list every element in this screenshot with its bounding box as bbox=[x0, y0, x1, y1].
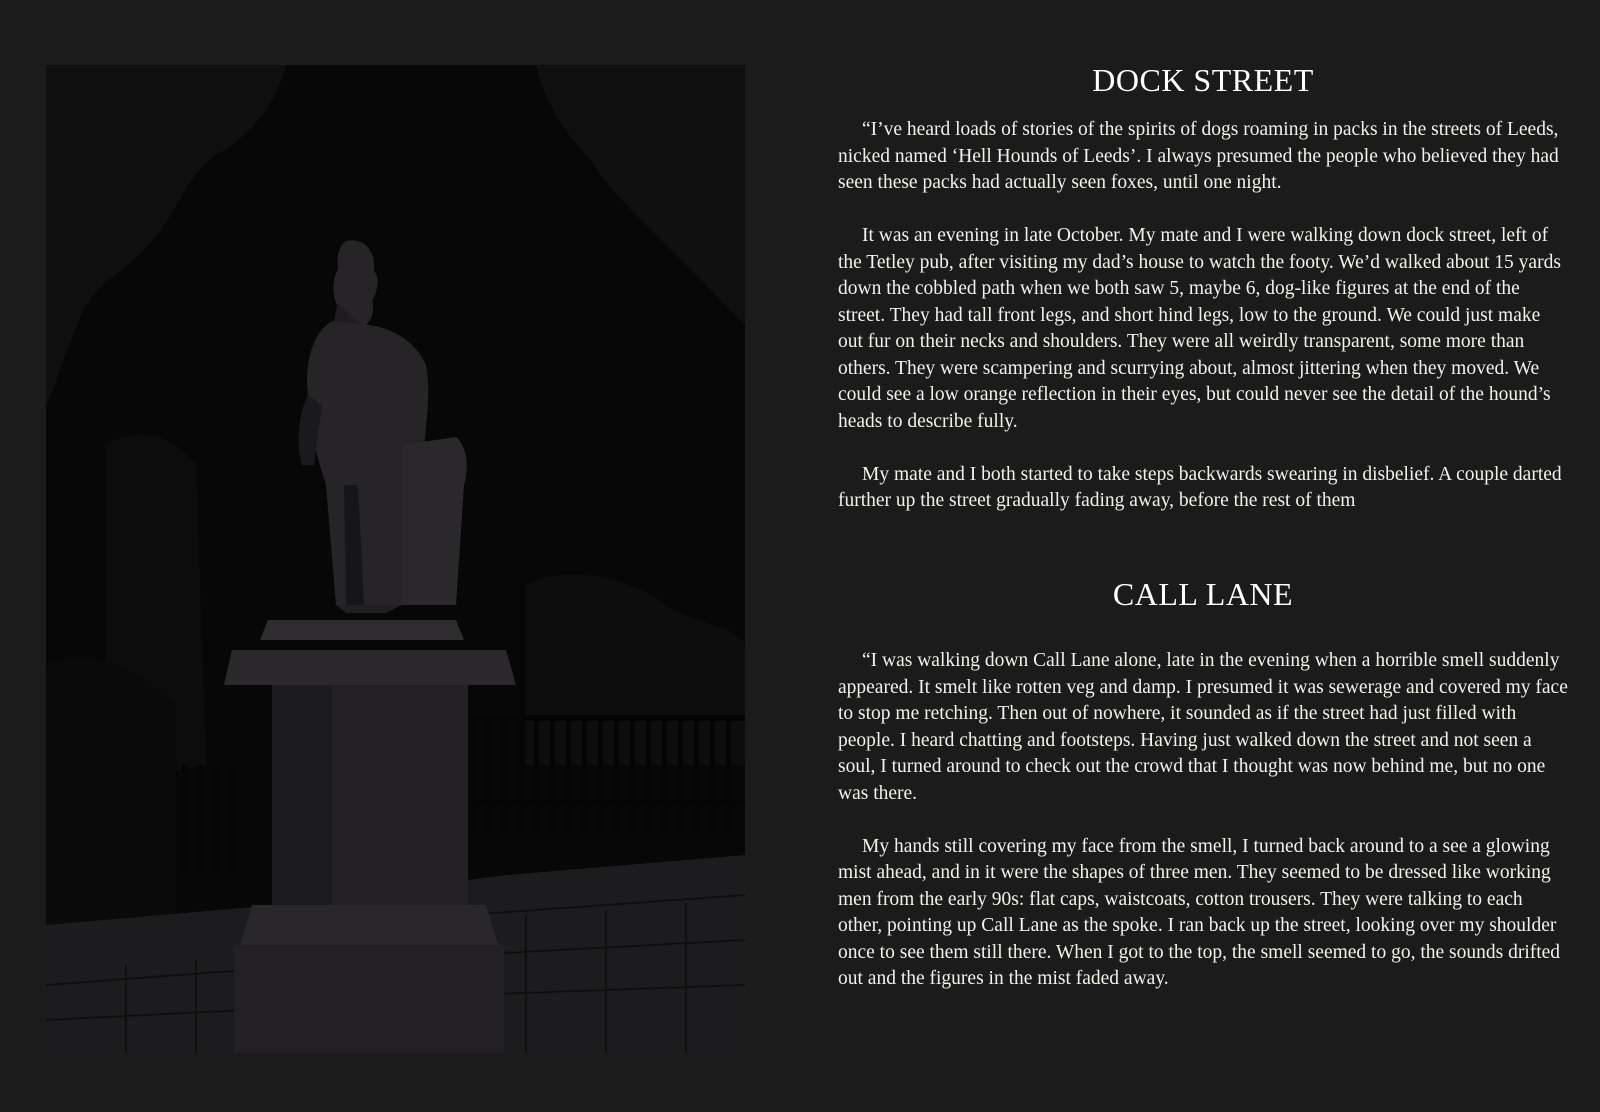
story-paragraph: “I’ve heard loads of stories of the spirits of dogs roaming in packs in the streets of Leeds, nicked named ‘Hell Hounds of Leeds’. I always presumed the people who believed they had seen these packs had actually seen foxes, until one night. bbox=[838, 119, 1559, 193]
story-paragraph: My mate and I both started to take steps backwards swearing in disbelief. A couple darted further up the street gradually fading away, before the rest of them bbox=[838, 463, 1562, 511]
statue-illustration bbox=[46, 65, 745, 1053]
story-paragraph: It was an evening in late October. My mate and I were walking down dock street, left of the Tetley pub, after visiting my dad’s house to watch the footy. We’d walked about 15 yards down the cobbled path when we both saw 5, maybe 6, dog-like figures at the end of the street. They had tall front legs, and short hind legs, low to the ground. We could just make out fur on their necks and shoulders. They were all weirdly transparent, some more than others. They were scampering and scurrying about, almost jittering when they moved. We could see a low orange reflection in their eyes, but could never see the detail of the hound’s heads to describe fully. bbox=[838, 225, 1561, 432]
story-title-dock-street: DOCK STREET bbox=[1092, 62, 1314, 98]
story-paragraph: My hands still covering my face from the smell, I turned back around to a see a glowing mist ahead, and in it were the shapes of three men. They seemed to be dressed like working men from the early 90s: flat caps, waistcoats, cotton trousers. They were talking to each other, pointing up Call Lane as the spoke. I ran back up the street, looking over my shoulder once to see them still there. When I got to the top, the smell seemed to go, the sounds drifted out and the figures in the mist faded away. bbox=[838, 835, 1561, 989]
story-body-dock-street bbox=[838, 117, 1568, 548]
statue-night-scene bbox=[46, 65, 745, 1053]
story-title-call-lane: CALL LANE bbox=[1112, 576, 1294, 612]
story-body-call-lane bbox=[838, 648, 1568, 1019]
story-paragraph: “I was walking down Call Lane alone, late in the evening when a horrible smell suddenly appeared. It smelt like rotten veg and damp. I presumed it was sewerage and covered my face to stop me retching. Then out of nowhere, it sounded as if the street had just filled with people. I heard chatting and footsteps. Having just walked down the street and not seen a soul, I turned around to check out the crowd that I thought was now behind me, but no one was there. bbox=[838, 650, 1568, 804]
stories-column bbox=[838, 0, 1578, 1112]
